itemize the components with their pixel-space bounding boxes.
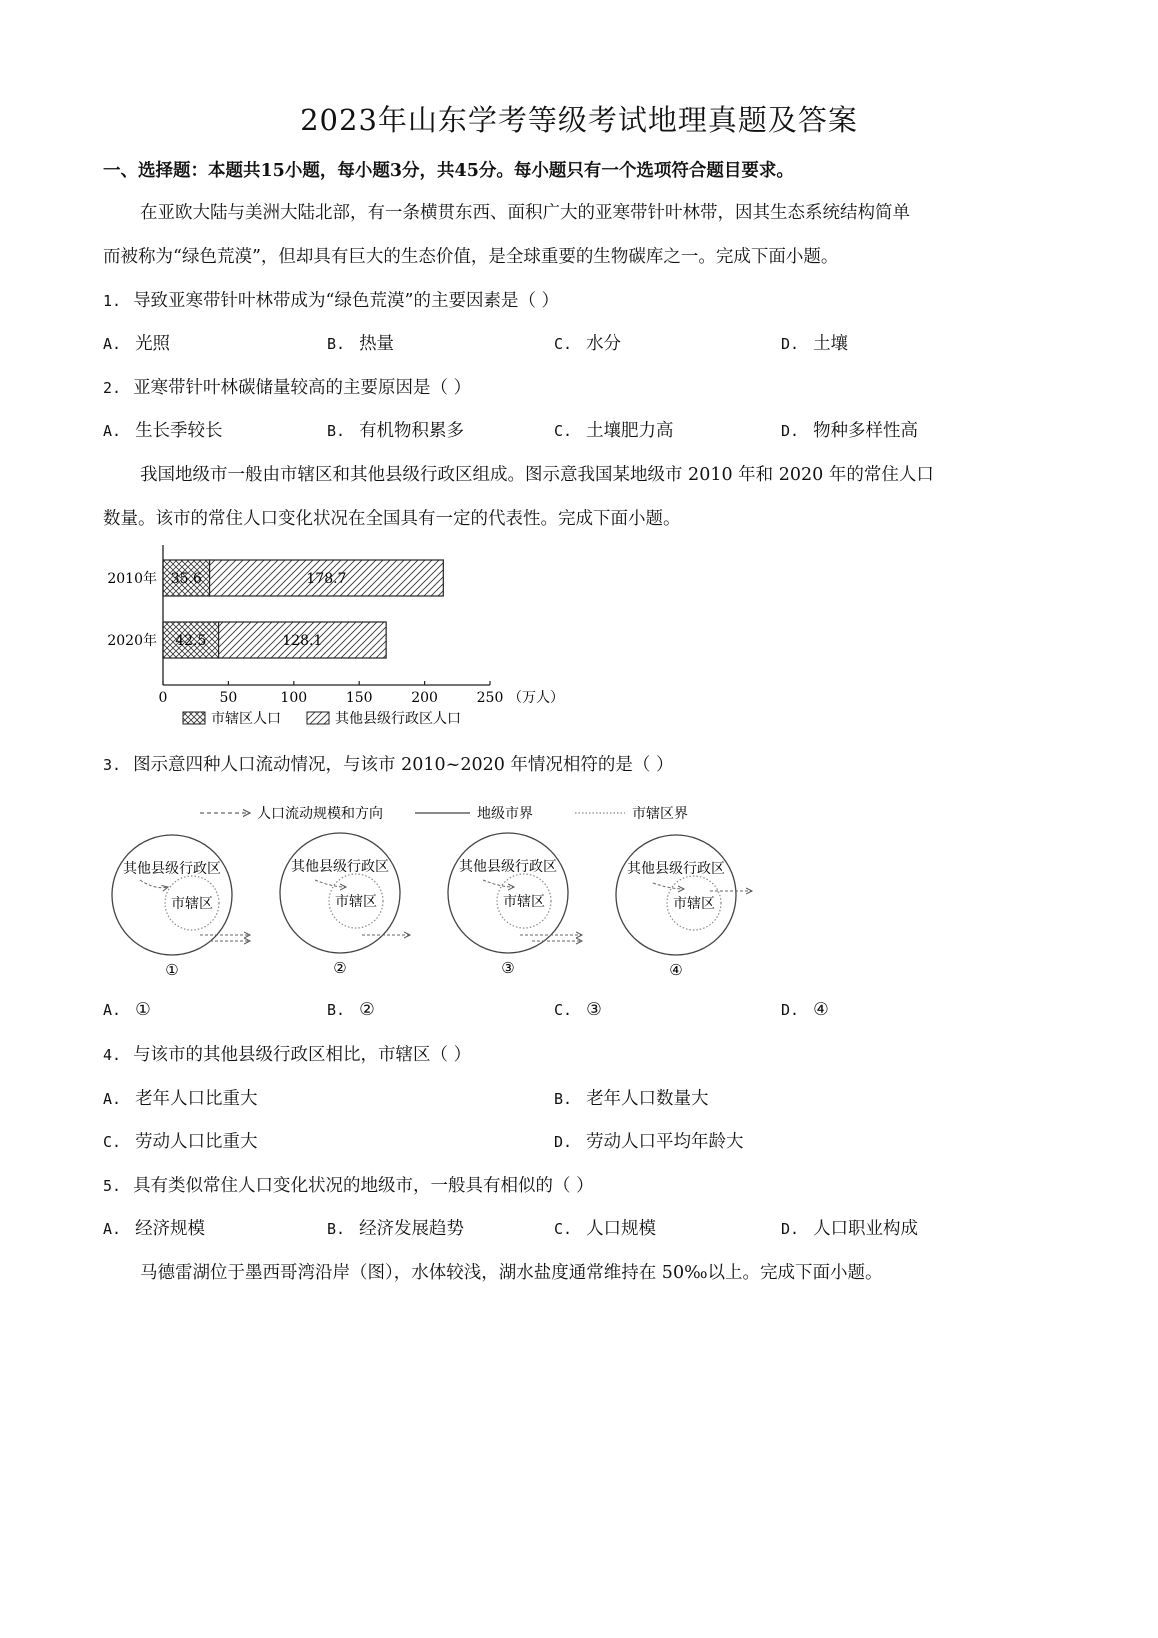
diagram-number: ① (165, 961, 179, 979)
option-letter: D. (781, 422, 800, 440)
x-tick-label: 50 (219, 690, 238, 706)
q3-option-d[interactable] (781, 1000, 829, 1020)
question-stem: 导致亚寒带针叶林带成为“绿色荒漠”的主要因素是（ ） (133, 291, 560, 311)
option-letter: C. (103, 1133, 122, 1151)
option-text: 人口规模 (586, 1219, 657, 1239)
option-text: 经济发展趋势 (359, 1219, 465, 1239)
page-title: 2023年山东学考等级考试地理真题及答案 (300, 103, 858, 137)
category-label: 2020年 (107, 633, 157, 649)
option-letter: B. (327, 1001, 346, 1019)
option-text: 有机物积累多 (359, 421, 465, 441)
outer-region-label: 其他县级行政区 (291, 859, 389, 875)
q3-option-b[interactable] (327, 1000, 375, 1020)
q4-option-b[interactable] (554, 1085, 709, 1110)
option-text: ④ (813, 1000, 829, 1020)
option-letter: C. (554, 1001, 573, 1019)
diagram-legend (200, 805, 688, 822)
option-letter: D. (781, 1001, 800, 1019)
question-number: 3. (103, 756, 122, 774)
option-letter: C. (554, 335, 573, 353)
option-text: 人口职业构成 (813, 1219, 919, 1239)
passage-2-line-1: 我国地级市一般由市辖区和其他县级行政区组成。图示意我国某地级市 2010 年和 2020 年的常住人口 (140, 465, 934, 485)
question-stem: 图示意四种人口流动情况，与该市 2010~2020 年情况相符的是（ ） (133, 755, 674, 775)
q3-option-c[interactable] (554, 1000, 602, 1020)
option-letter: C. (554, 422, 573, 440)
passage-1-line-1: 在亚欧大陆与美洲大陆北部，有一条横贯东西、面积广大的亚寒带针叶林带，因其生态系统结构简单 (140, 203, 910, 223)
flow-diagram-2 (280, 833, 410, 977)
q5-option-d[interactable] (781, 1215, 918, 1240)
legend-swatch (183, 712, 205, 724)
flow-diagram-4 (616, 835, 752, 979)
legend-flow-label: 人口流动规模和方向 (257, 806, 383, 822)
bar-value-label: 178.7 (306, 571, 347, 587)
option-text: 经济规模 (135, 1219, 206, 1239)
q5-option-c[interactable] (554, 1215, 656, 1240)
legend-district-boundary-label: 市辖区界 (632, 806, 688, 822)
legend-label: 其他县级行政区人口 (335, 711, 461, 727)
q2-option-d[interactable] (781, 417, 918, 442)
population-bar-chart (95, 540, 564, 735)
option-text: ③ (586, 1000, 602, 1020)
option-text: 劳动人口平均年龄大 (586, 1132, 744, 1152)
q1-option-a[interactable] (103, 330, 170, 355)
question-number: 1. (103, 292, 122, 310)
q1-option-d[interactable] (781, 330, 848, 355)
inner-district-label: 市辖区 (171, 896, 213, 912)
q2-option-c[interactable] (554, 417, 674, 442)
question-number: 4. (103, 1046, 122, 1064)
passage-1-line-2: 而被称为“绿色荒漠”，但却具有巨大的生态价值，是全球重要的生物碳库之一。完成下面小题。 (103, 247, 839, 267)
question-4 (103, 1041, 471, 1066)
option-text: 土壤肥力高 (586, 421, 674, 441)
legend-label: 市辖区人口 (211, 711, 281, 727)
option-letter: A. (103, 1220, 122, 1238)
bar-value-label: 35.6 (170, 571, 202, 587)
x-tick-label: 250 (476, 690, 504, 706)
passage-3-line-1: 马德雷湖位于墨西哥湾沿岸（图），水体较浅，湖水盐度通常维持在 50‰以上。完成下面小题。 (140, 1263, 883, 1283)
question-number: 2. (103, 379, 122, 397)
passage-2-line-2: 数量。该市的常住人口变化状况在全国具有一定的代表性。完成下面小题。 (103, 509, 681, 529)
outer-region-label: 其他县级行政区 (627, 861, 725, 877)
question-5 (103, 1172, 594, 1197)
option-text: 劳动人口比重大 (135, 1132, 258, 1152)
x-axis-unit-label: （万人） (508, 690, 564, 706)
legend-city-boundary-label: 地级市界 (477, 806, 533, 822)
legend-swatch (307, 712, 329, 724)
diagram-number: ④ (669, 961, 683, 979)
question-number: 5. (103, 1177, 122, 1195)
bar-value-label: 42.5 (175, 633, 207, 649)
q4-option-a[interactable] (103, 1085, 258, 1110)
option-letter: B. (554, 1090, 573, 1108)
q2-option-a[interactable] (103, 417, 223, 442)
outer-region-label: 其他县级行政区 (123, 861, 221, 877)
question-3 (103, 751, 673, 776)
category-label: 2010年 (107, 571, 157, 587)
option-letter: B. (327, 422, 346, 440)
q1-option-b[interactable] (327, 330, 394, 355)
inner-district-label: 市辖区 (503, 894, 545, 910)
question-stem: 具有类似常住人口变化状况的地级市，一般具有相似的（ ） (133, 1176, 594, 1196)
diagram-number: ③ (501, 959, 515, 977)
option-letter: B. (327, 1220, 346, 1238)
q3-option-a[interactable] (103, 1000, 151, 1020)
flow-diagram-3 (448, 833, 582, 977)
question-2 (103, 374, 471, 399)
option-letter: D. (554, 1133, 573, 1151)
option-text: 光照 (135, 334, 171, 354)
option-letter: D. (781, 335, 800, 353)
option-letter: D. (781, 1220, 800, 1238)
option-letter: B. (327, 335, 346, 353)
population-flow-diagram (100, 795, 760, 985)
option-letter: A. (103, 335, 122, 353)
q5-option-b[interactable] (327, 1215, 464, 1240)
bar-value-label: 128.1 (282, 633, 323, 649)
x-tick-label: 150 (345, 690, 373, 706)
outer-region-label: 其他县级行政区 (459, 859, 557, 875)
x-tick-label: 200 (411, 690, 438, 706)
option-text: ② (359, 1000, 375, 1020)
q4-option-d[interactable] (554, 1128, 744, 1153)
q4-option-c[interactable] (103, 1128, 258, 1153)
q2-option-b[interactable] (327, 417, 464, 442)
option-text: 老年人口数量大 (586, 1089, 709, 1109)
flow-diagram-1 (112, 835, 250, 979)
inner-district-label: 市辖区 (335, 894, 377, 910)
inner-district-label: 市辖区 (673, 896, 715, 912)
question-1 (103, 287, 559, 312)
option-letter: A. (103, 1001, 122, 1019)
q5-option-a[interactable] (103, 1215, 205, 1240)
option-letter: C. (554, 1220, 573, 1238)
x-tick-label: 100 (280, 690, 308, 706)
option-letter: A. (103, 1090, 122, 1108)
option-text: 物种多样性高 (813, 421, 919, 441)
q1-option-c[interactable] (554, 330, 621, 355)
section-header: 一、选择题：本题共15小题，每小题3分，共45分。每小题只有一个选项符合题目要求。 (103, 161, 794, 181)
question-stem: 亚寒带针叶林碳储量较高的主要原因是（ ） (133, 378, 472, 398)
option-text: 土壤 (813, 334, 849, 354)
option-text: 水分 (586, 334, 622, 354)
x-tick-label: 0 (158, 690, 168, 706)
option-text: 热量 (359, 334, 395, 354)
option-letter: A. (103, 422, 122, 440)
option-text: 老年人口比重大 (135, 1089, 258, 1109)
option-text: ① (135, 1000, 151, 1020)
option-text: 生长季较长 (135, 421, 223, 441)
question-stem: 与该市的其他县级行政区相比，市辖区（ ） (133, 1045, 472, 1065)
diagram-number: ② (333, 959, 347, 977)
